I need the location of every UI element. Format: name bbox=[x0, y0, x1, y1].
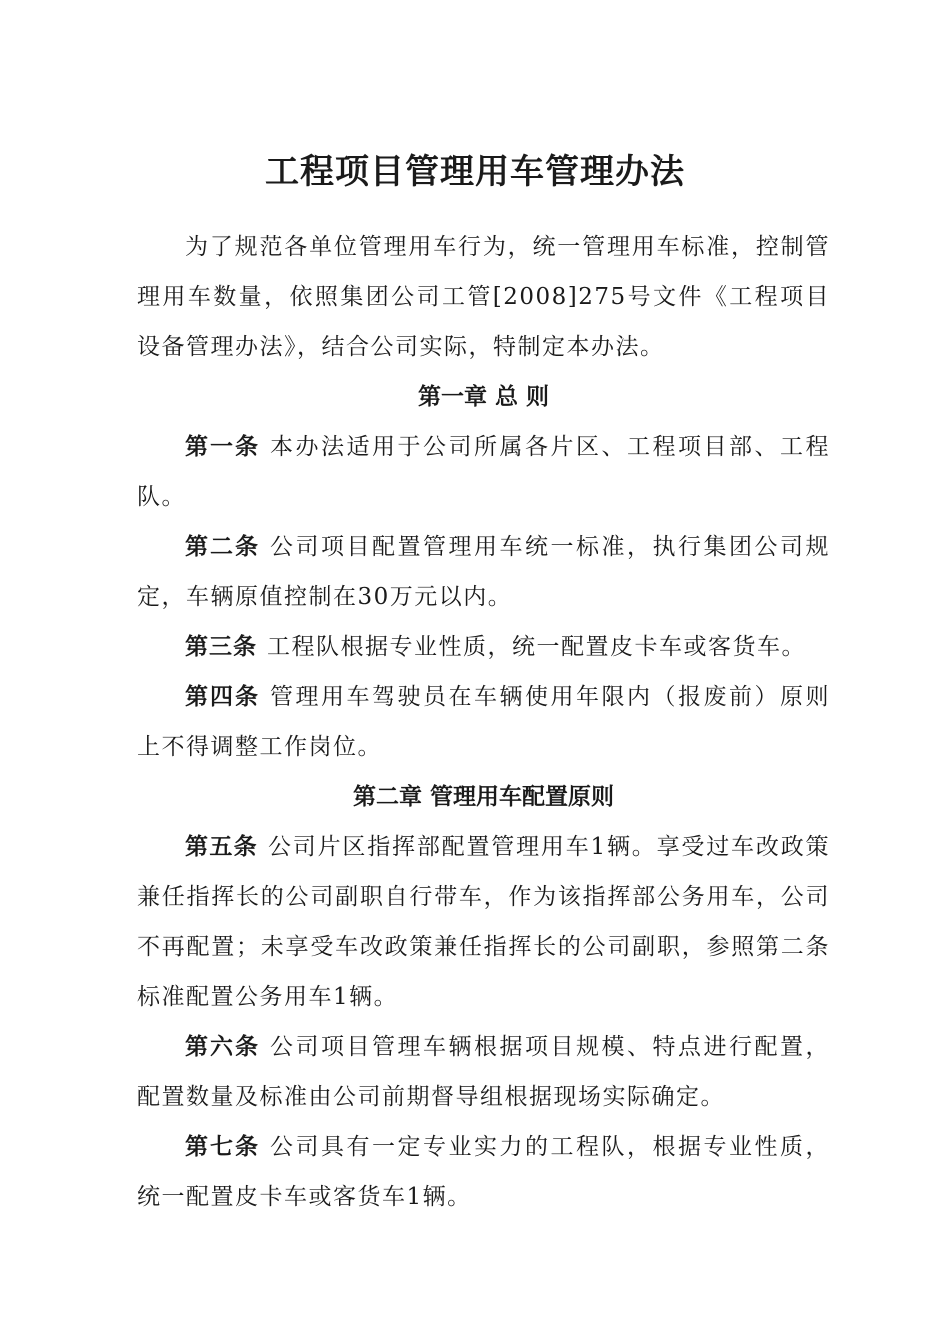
article-paragraph bbox=[137, 822, 830, 1022]
document-title: 工程项目管理用车管理办法 bbox=[265, 152, 685, 192]
article-text: 管理用车驾驶员在车辆使用年限内（报废前）原则上不得调整工作岗位。 bbox=[137, 684, 830, 760]
article-text: 公司片区指挥部配置管理用车1辆。享受过车改政策兼任指挥长的公司副职自行带车，作为该指挥部公务用车，公司不再配置；未享受车改政策兼任指挥长的公司副职，参照第二条标准配置公务用车1辆。 bbox=[137, 834, 831, 1010]
article-label: 第一条 bbox=[185, 434, 260, 460]
article-label: 第六条 bbox=[185, 1034, 260, 1060]
article-paragraph bbox=[137, 1122, 830, 1222]
document-body bbox=[137, 222, 830, 1222]
article-label: 第五条 bbox=[185, 834, 258, 860]
article-text: 本办法适用于公司所属各片区、工程项目部、工程队。 bbox=[137, 434, 830, 510]
article-paragraph bbox=[137, 672, 830, 772]
article-paragraph bbox=[137, 422, 830, 522]
article-label: 第四条 bbox=[185, 684, 260, 710]
article-text: 公司项目管理车辆根据项目规模、特点进行配置，配置数量及标准由公司前期督导组根据现场实际确定。 bbox=[137, 1034, 830, 1110]
article-paragraph bbox=[137, 1022, 830, 1122]
article-label: 第三条 bbox=[185, 634, 257, 660]
article-paragraph bbox=[137, 622, 830, 672]
intro-paragraph: 为了规范各单位管理用车行为，统一管理用车标准，控制管理用车数量，依照集团公司工管[2008]275号文件《工程项目设备管理办法》，结合公司实际，特制定本办法。 bbox=[137, 234, 830, 360]
article-label: 第二条 bbox=[185, 534, 260, 560]
chapter-heading: 第一章 总 则 bbox=[417, 384, 549, 410]
chapter-heading: 第二章 管理用车配置原则 bbox=[352, 784, 614, 810]
article-text: 工程队根据专业性质，统一配置皮卡车或客货车。 bbox=[267, 634, 806, 660]
article-label: 第七条 bbox=[185, 1134, 260, 1160]
article-paragraph bbox=[137, 522, 830, 622]
article-text: 公司具有一定专业实力的工程队，根据专业性质，统一配置皮卡车或客货车1辆。 bbox=[137, 1134, 830, 1210]
article-text: 公司项目配置管理用车统一标准，执行集团公司规定，车辆原值控制在30万元以内。 bbox=[137, 534, 830, 610]
